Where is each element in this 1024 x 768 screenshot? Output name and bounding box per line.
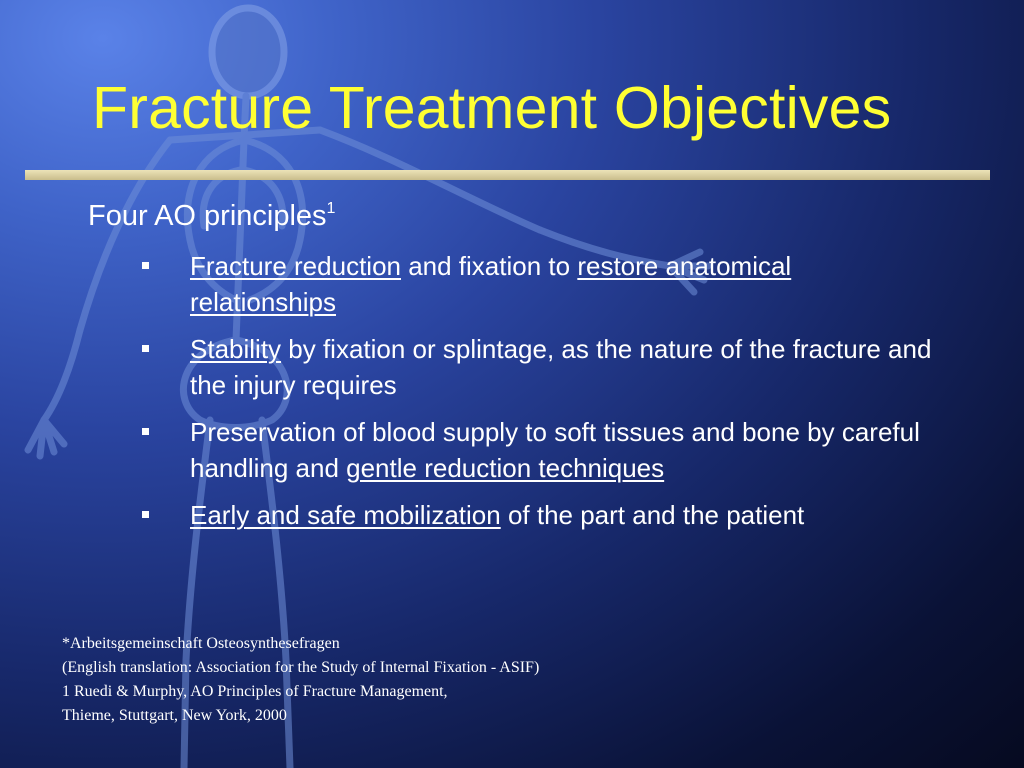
underlined-phrase: Stability (190, 334, 282, 364)
principle-item (138, 331, 938, 403)
square-bullet-icon (142, 345, 149, 352)
square-bullet-icon (142, 262, 149, 269)
principle-item (138, 497, 938, 533)
footnote-line: 1 Ruedi & Murphy, AO Principles of Fracture Management, (62, 683, 448, 700)
square-bullet-icon (142, 428, 149, 435)
principles-list (138, 248, 938, 544)
footnote-line: *Arbeitsgemeinschaft Osteosynthesefragen (62, 635, 340, 652)
footnote-line: Thieme, Stuttgart, New York, 2000 (62, 707, 287, 724)
slide-title: Fracture Treatment Objectives (92, 75, 892, 141)
principle-text: and fixation to (400, 251, 578, 281)
square-bullet-icon (142, 511, 149, 518)
section-heading-text: Four AO principles (88, 200, 327, 232)
underlined-phrase: gentle reduction techniques (346, 453, 665, 483)
underlined-phrase: Early and safe mobilization (190, 500, 501, 530)
principle-text: Preservation of blood supply to soft tissues and bone by careful handling and (190, 417, 920, 483)
principle-item (138, 414, 938, 486)
principle-text: of the part and the patient (500, 500, 805, 530)
principle-text: by fixation or splintage, as the nature of the fracture and the injury requires (190, 334, 932, 400)
principle-item (138, 248, 938, 320)
underlined-phrase: Fracture reduction (190, 251, 401, 281)
title-divider (25, 170, 990, 180)
footnote-line: (English translation: Association for the Study of Internal Fixation - ASIF) (62, 659, 540, 676)
section-heading (88, 200, 335, 233)
footnote-ref: 1 (326, 200, 336, 217)
footnotes (62, 632, 539, 728)
underlined-phrase: restore anatomical relationships (190, 251, 792, 317)
